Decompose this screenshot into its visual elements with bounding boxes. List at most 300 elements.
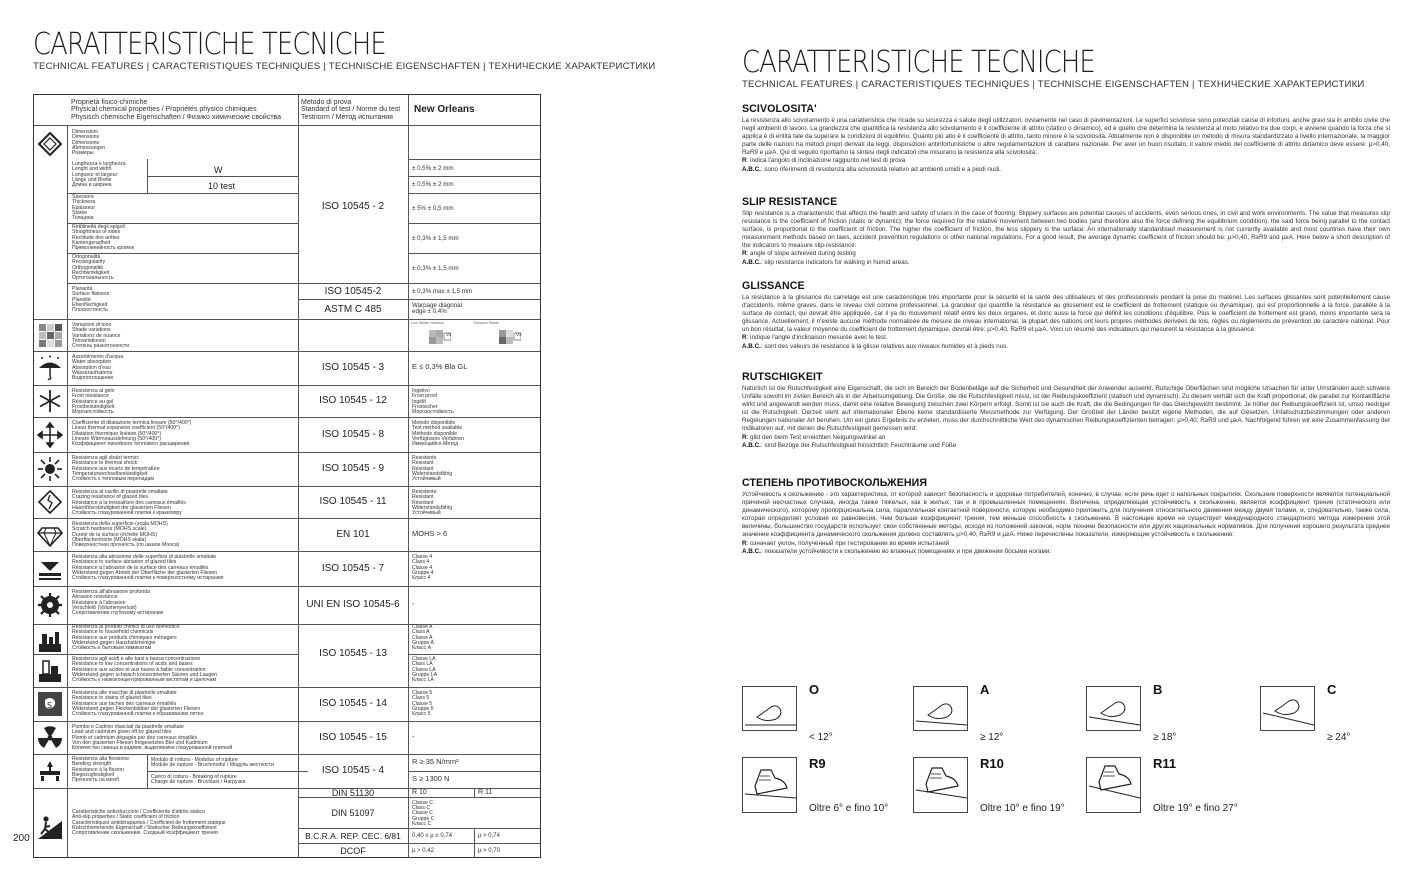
dims-lw-1: Lenght and width	[72, 166, 112, 173]
dims-lw-3: Länge und Breite	[72, 176, 112, 183]
dims-lw-4: Длина и ширина	[72, 182, 112, 189]
row-a-label-7-3: Verschleiß (Volumenverlust)	[72, 604, 137, 611]
r-class-angle-1: Oltre 10° e fino 19°	[980, 803, 1065, 814]
row-a-label-5-2: Dureté de la surface (échelle MOHS)	[72, 531, 158, 538]
slip-class-box-O	[742, 686, 797, 731]
dims-label-4: Размеры	[72, 150, 94, 157]
dims-thick-3: Stärke	[72, 209, 87, 216]
shade-variation-icon	[37, 322, 63, 348]
row-a-method-0: ISO 10545 - 3	[321, 362, 385, 373]
section-4	[742, 477, 1390, 556]
row-a-label-3-2: Résistance aux écarts de température	[72, 465, 160, 472]
row-divider-dims	[34, 319, 540, 320]
r-class-angle-0: Oltre 6° e fino 10°	[809, 803, 889, 814]
section-2	[742, 280, 1390, 351]
slip-class-angle-0: < 12°	[809, 732, 833, 743]
row-b-divider-0	[34, 721, 540, 722]
dims-edges-0: Rettilineità degli spigoli	[72, 224, 125, 230]
section-note-key-2-0: R	[742, 334, 747, 342]
row-b-label-0-2: Résistance aux taches des carreaux émaillés	[72, 700, 177, 707]
friction-method-2: DIN 51097	[331, 808, 375, 818]
row-a-label-7-2: Résistance à l'abrasion	[72, 599, 126, 606]
row-a-label-4-1: Crazing resistance of glazed tiles	[72, 494, 149, 501]
friction-div-2	[298, 828, 540, 829]
row-a-label-5-4: Поверхностная прочность (по шкале Мооса)	[72, 542, 180, 549]
row-a-label-7-0: Resistenza all'abrasione profonda	[72, 589, 150, 595]
r-class-letter-0: R9	[809, 756, 826, 771]
chem-v2-2: Classe LA	[412, 666, 436, 673]
bending-strength-icon	[37, 757, 63, 783]
slip-class-letter-2: B	[1153, 682, 1163, 697]
row-a-value-6-3: Gruppe 4	[412, 569, 434, 576]
shade-0: Variazioni di tono	[72, 322, 112, 328]
row-a-value-6-2: Classe 4	[412, 564, 433, 571]
water-icon	[37, 355, 63, 381]
row-a-value-7-0: -	[412, 599, 415, 608]
row-a-label-0-2: Absorption d'eau	[72, 364, 111, 371]
friction-vdiv-4	[474, 843, 475, 858]
section-0	[742, 103, 1390, 174]
col-divider-icon	[67, 126, 68, 858]
row-b-value-0-3: Gruppe 5	[412, 705, 434, 712]
dims-thick-4: Толщина	[72, 215, 94, 222]
dims-label-2: Dimensions	[72, 139, 100, 146]
dims-edges-2: Rectitude des arêtes	[72, 234, 120, 241]
section-note-2-0	[742, 334, 1390, 342]
dims-val-divider-1	[408, 176, 540, 177]
expand-icon	[37, 422, 63, 448]
chem-label-2	[72, 657, 217, 683]
friction-div-3	[298, 843, 540, 844]
chem-val-1	[412, 625, 434, 651]
flat-method-2: ASTM C 485	[324, 304, 382, 315]
friction-val-1a: R 10	[412, 789, 427, 796]
bend-sub-2	[151, 775, 245, 786]
row-a-method-6: ISO 10545 - 7	[321, 562, 385, 574]
slip-class-letter-1: A	[980, 682, 990, 697]
row-a-value-7	[412, 601, 415, 607]
row-a-label-4	[72, 490, 186, 516]
row-a-value-2-2: Méthode disponible	[412, 430, 457, 437]
section-note-text-3-1: : sind Bezüge der Rutschfestigkeit hinsichtlich Feuchträume und Füße	[760, 441, 957, 449]
abrasion-icon	[37, 556, 63, 582]
dims-lw-mid	[147, 176, 298, 177]
row-b-label-0-0: Resistenza alle macchie di piastrelle smaltate	[72, 690, 177, 696]
dims-ortho-2: Orthogonalité	[72, 264, 104, 271]
row-a-method-7: UNI EN ISO 10545-6	[306, 599, 400, 610]
row-a-value-4-1: Resistant	[412, 494, 434, 501]
row-b-value-1-0: -	[412, 731, 415, 741]
row-b-method-0: ISO 10545 - 14	[319, 698, 387, 709]
bend-sub1-1: Module de rupture - Bruchmodul / Модуль жесткости	[151, 762, 274, 769]
row-a-value-0-0: E ≤ 0,3% Bla GL	[412, 362, 468, 371]
friction-3: Rutschhemmende Eigenschaft / Statischer Reibungskoeffizient	[72, 824, 217, 831]
section-note-key-2-1: A.B.C.	[742, 342, 761, 350]
row-a-value-1-2: Ingélif	[412, 398, 426, 405]
slip-class-box-C	[1260, 686, 1315, 731]
friction-method-1: DIN 51130	[331, 788, 375, 798]
section-heading-0: SCIVOLOSITA'	[742, 103, 817, 115]
friction-val-4b: µ > 0,70	[478, 848, 500, 854]
bend-val-1: R ≥ 35 N/mm²	[412, 757, 459, 766]
bend-sub-mid	[147, 771, 308, 772]
section-heading-1: SLIP RESISTANCE	[742, 196, 838, 208]
row-a-label-5	[72, 522, 179, 548]
row-a-value-2	[412, 421, 464, 447]
household-chemicals-icon	[37, 628, 63, 654]
section-note-4-1	[742, 548, 1390, 556]
bend-sub2-1: Charge de rupture - Bruchlast / Нагрузка	[151, 779, 246, 786]
shade-v3: V3	[516, 332, 522, 337]
slip-class-angle-2: ≥ 18°	[1153, 732, 1177, 743]
row-a-value-1-0: Ingelivo	[412, 388, 430, 394]
flat-val-2a: Warpage diagonal	[412, 302, 462, 309]
row-a-value-3-2: Résistant	[412, 465, 434, 472]
flat-val-2b: edge ± 0,4%	[412, 308, 447, 316]
row-a-method-1: ISO 10545 - 12	[319, 395, 387, 406]
row-a-value-4-4: Устойчивый	[412, 510, 441, 517]
chem-v2-3: Gruppe LA	[412, 671, 438, 678]
bend-2: Résistance à la flexion	[72, 766, 124, 773]
chem-v1-1: Class A	[412, 629, 430, 636]
shade-label	[72, 323, 129, 349]
friction-method-4: DCOF	[340, 846, 366, 856]
slip-class-letter-3: C	[1327, 682, 1337, 697]
row-a-divider-2	[34, 452, 540, 453]
dims-ortho	[72, 255, 114, 281]
shock-icon	[37, 456, 63, 482]
row-a-value-0	[412, 364, 467, 370]
flat-method-1: ISO 10545-2	[324, 286, 382, 297]
friction-vdiv-3	[474, 828, 475, 843]
friction-val-2	[412, 801, 435, 827]
row-a-value-3-0: Resistente	[412, 455, 437, 461]
row-a-value-3-3: Widerstandsfähig	[412, 470, 453, 477]
dims-method: ISO 10545 - 2	[321, 201, 385, 212]
section-body-3: Natürlich ist die Rutschfestigkeit eine Eigenschaft, die sich im Bereich der Bodenbeläge auf die Sicherheit und Gesundheit der Anwender auswirkt. Rutschige Oberflächen sind mögliche Ursachen für unter Umständen auch schwere Unfälle sowohl im zivilen Bereich als in der Arbeitsumgebung. Die Größe, die die Rutschfestigkeit misst, ist der Reibungskoeffizient (statisch und dynamisch). Zu diesem verhält sich die Kraft proportional, die parallel zur Kontaktfläche wirkt und angewandt werden muss, damit eine relative Bewegung zwischen zwei Körpern erfolgt. Somit ist sie auch die Kraft, die die Bedingungen für das Gleichgewicht bestimmt. Je höher der Reibungskoeffizient ist, umso niedriger ist die Rutschigkeit. Derzeit steht auf internationaler Ebene keine standardisierte Messmethode zur Verfügung. Der Großteil der Länder besitzt eigene Methoden, die auf Gesetzen, Unfallschutzbestimmungen oder anderen Regelungen nationaler Art beruhen. Um ein gutes Ergebnis zu erzielen, muss der durchschnittliche Wert des dynamischen Reibungskoeffizienten betragen: µ>0,40, R≥R9 und µ≥A. Nachfolgend führen wir eine Zusammenfassung der Indikatoren auf, mit denen die Rutschfestigkeit gemessen wird:	[742, 385, 1390, 433]
row-a-value-5-0: MOHS > 6	[412, 528, 448, 538]
chem-v2-0: Classe LA	[412, 656, 436, 662]
dims-edges	[72, 225, 134, 251]
right-page-title: CARATTERISTICHE TECNICHE	[742, 45, 1095, 80]
dims-label-0: Dimensioni	[72, 129, 98, 135]
row-a-label-3-1: Resistance to thermal shock	[72, 460, 138, 467]
section-note-key-0-0: R	[742, 157, 747, 165]
dims-val-2: ± 0,5% ± 2 mm	[412, 181, 454, 188]
row-divider-shade	[34, 351, 540, 352]
section-heading-3: RUTSCHIGKEIT	[742, 371, 823, 383]
svg-text:S: S	[47, 701, 53, 710]
bend-3: Biegezugfestigkeit	[72, 771, 115, 778]
stain-icon	[37, 691, 63, 717]
row-a-divider-5	[34, 551, 540, 552]
dims-ortho-0: Ortogonalità	[72, 254, 101, 260]
friction-val-3b: µ > 0,74	[478, 833, 500, 839]
header-method-it: Metodo di prova	[301, 99, 352, 106]
header-props-en: Physical chemical properties / Propriétés physico chimiques	[71, 106, 257, 114]
row-a-divider-0	[34, 385, 540, 386]
row-a-label-5-0: Resistenza della superficie (scala MOHS)	[72, 521, 168, 527]
row-a-label-4-4: Стойкость глазурованной плитки к кракелюру	[72, 510, 182, 517]
row-a-value-5	[412, 528, 448, 538]
row-a-value-2-4: Имеющийся Метод	[412, 441, 459, 448]
row-a-value-2-0: Metodo disponibile	[412, 420, 456, 426]
chem1-3: Widerstand gegen Haushaltsreiniger	[72, 639, 156, 646]
bend-1: Bending strength	[72, 761, 112, 768]
row-a-label-7-4: Сопротивление глубокому истиранию	[72, 610, 164, 617]
slip-class-angle-1: ≥ 12°	[980, 732, 1004, 743]
shade-3: Tonvariationen	[72, 337, 106, 344]
deep-icon	[37, 592, 63, 618]
section-note-0-0	[742, 157, 1390, 165]
dims-flat-4: Плоскостность	[72, 307, 108, 314]
row-b-label-1-1: Lead and cadmium given off by glazed tiles	[72, 729, 172, 736]
chem-v2-1: Class LA	[412, 661, 433, 668]
row-b-method-1: ISO 10545 - 15	[319, 731, 387, 743]
section-note-1-0	[742, 250, 1390, 258]
dims-ortho-1: Rectangularity	[72, 259, 106, 266]
header-props	[71, 99, 281, 121]
section-1	[742, 196, 1390, 267]
row-a-label-3-4: Стойкость к тепловым перепадам	[72, 476, 154, 483]
dims-val-divider-3	[408, 223, 540, 224]
row-divider-bend	[34, 788, 540, 789]
dims-thick	[72, 195, 95, 221]
chem2-2: Résistance aux acides et aux bases à faible concentration	[72, 666, 206, 673]
r-class-box-R11	[1086, 757, 1141, 813]
dims-flat-0: Planarità	[72, 286, 93, 292]
section-note-1-1	[742, 259, 1390, 267]
section-note-text-1-0: : angle of slope achieved during testing	[746, 250, 856, 258]
row-a-label-6-2: Résistance à l'abrasion de la surface des carreaux émaillés	[72, 564, 209, 571]
row-a-value-1-3: Frostsicher	[412, 403, 438, 410]
row-a-label-5-1: Scratch hardness (MOHS scale)	[72, 526, 147, 533]
row-b-label-1-0: Piombo e Cadmio rilasciati da piastrelle smaltate	[72, 724, 184, 730]
friction-v2-0: Classe C	[412, 800, 434, 806]
bend-val-2: S ≥ 1300 N	[412, 774, 450, 783]
row-a-label-2-0: Coefficiente di dilatazione termica lineare (50°/400°)	[72, 420, 192, 426]
dims-val-5: ± 0,3% ± 1,5 mm	[412, 265, 459, 272]
shade-1: Shade variations	[72, 327, 111, 334]
r-class-box-R9	[742, 757, 797, 813]
section-note-key-1-0: R	[742, 250, 747, 258]
row-a-label-6	[72, 555, 223, 581]
flat-val-2	[412, 303, 462, 316]
section-note-key-3-1: A.B.C.	[742, 441, 761, 449]
section-heading-4: СТЕПЕНЬ ПРОТИВОСКОЛЬЖЕНИЯ	[742, 477, 928, 489]
row-a-value-1	[412, 389, 454, 415]
friction-0: Caratteristiche antisdrucciolo / Coefficiente d'attrito statico	[72, 809, 205, 815]
dims-lw-2: Longueur et largeur	[72, 171, 118, 178]
dims-test: 10 test	[208, 181, 236, 191]
row-b-value-0	[412, 691, 434, 717]
row-a-label-0-0: Assorbimento d'acqua	[72, 354, 124, 360]
row-b-divider-1	[34, 754, 540, 755]
dims-thick-1: Thickness	[72, 199, 96, 206]
dims-lw-label	[72, 162, 126, 188]
row-a-method-3: ISO 10545 - 9	[321, 463, 385, 474]
flat-divider	[298, 299, 540, 300]
dims-edges-3: Kantengeradheit	[72, 239, 111, 246]
slip-class-angle-3: ≥ 24°	[1327, 732, 1351, 743]
row-a-label-6-4: Стойкость глазурованной плитки к поверхностному истиранию	[72, 575, 224, 582]
section-note-key-4-0: R	[742, 539, 747, 547]
row-a-label-3	[72, 456, 160, 482]
section-note-text-1-1: : slip resistance indicators for walking in humid areas.	[760, 258, 910, 266]
friction-v2-3: Gruppe C	[412, 815, 435, 822]
chem1-2: Résistance aux produits chimiques ménagers	[72, 634, 177, 641]
section-note-2-1	[742, 343, 1390, 351]
friction-v2-1: Class C	[412, 805, 431, 812]
shade-v2: V2	[446, 332, 452, 337]
dims-lw-0: Lunghezza e larghezza	[72, 161, 126, 167]
chem2-3: Widerstand gegen schwach konzentrierten Säuren und Laugen	[72, 671, 218, 678]
row-a-value-6-1: Class 4	[412, 559, 430, 566]
row-b-label-0	[72, 691, 204, 717]
chem-v1-3: Gruppe A	[412, 639, 434, 646]
row-b-value-0-0: Classe 5	[412, 690, 433, 696]
bend-sub1-0: Modulo di rottura - Modulus of rupture	[151, 757, 238, 763]
row-a-label-2-3: Lineare Wärmeausdehnung (50°/400°)	[72, 435, 161, 442]
dims-val-divider-2	[408, 193, 540, 194]
dims-ortho-4: Ортогональность	[72, 275, 114, 282]
dims-thick-2: Epaisseur	[72, 204, 96, 211]
section-note-text-3-0: : gibt den beim Test erreichten Neigungswinkel an	[746, 433, 886, 441]
bend-4: Прочность на изгиб	[72, 777, 120, 784]
dims-w: W	[214, 165, 223, 175]
diamond-icon	[37, 522, 63, 548]
row-a-label-2-2: Dilatation thermique linéaire (50°/400°)	[72, 430, 162, 437]
friction-v2-4: Класс C	[412, 820, 432, 827]
row-b-label-1-2: Plomb et cadmium dégagés par des carreaux émaillés	[72, 734, 198, 741]
row-b-value-1	[412, 731, 415, 741]
header-divider	[34, 125, 540, 126]
row-a-label-1-3: Frostbeständigkeit	[72, 403, 115, 410]
row-a-label-1-2: Résistance au gel	[72, 398, 114, 405]
r-class-box-R10	[913, 757, 968, 813]
bend-method: ISO 10545 - 4	[321, 765, 385, 776]
row-a-label-5-3: Oberflächenhärte (MOHS skala)	[72, 536, 147, 543]
row-a-method-2: ISO 10545 - 8	[321, 428, 385, 440]
row-a-value-4	[412, 490, 452, 516]
chem-divider-b	[408, 654, 540, 655]
section-note-text-4-0: : означает уклон, полученный при тестировании во время испытаний	[746, 539, 950, 547]
friction-2: Caractéristiques antidérapantes / Coefficient de frottement statique	[72, 819, 226, 826]
r-class-letter-1: R10	[980, 756, 1004, 771]
row-b-label-1-4: Количество свинца и кадмия, выделяемое глазурованной плиткой	[72, 745, 233, 752]
friction-div-1	[298, 797, 540, 798]
dims-flat-3: Ebenflächigkeit	[72, 301, 108, 308]
dims-edges-1: Straightness of sides	[72, 229, 121, 236]
row-a-label-0-4: Водопоглощение	[72, 375, 114, 382]
section-note-text-2-1: : sont des valeurs de resistance à la glisse relatives aux niveaux humides et à pieds nus.	[760, 342, 1009, 350]
flat-val-1: ± 0,3% max ± 1,5 mm	[412, 288, 473, 295]
section-note-0-1	[742, 166, 1390, 174]
shade-small-2: Random Shade	[474, 321, 499, 325]
section-note-3-0	[742, 434, 1390, 442]
header-method-de: Testnorm / Метод испытания	[301, 113, 393, 121]
row-a-value-2-1: Test method available	[412, 425, 463, 432]
chem-divider-a	[34, 654, 298, 655]
row-b-label-0-4: Стойкость глазурованной плитки к образованию пятен	[72, 711, 204, 718]
header-method-en: Standard of test / Norme du test	[301, 106, 401, 114]
dims-flat-1: Surface flatness	[72, 291, 110, 298]
header-props-de: Physisch chemische Eigenschaften / Физико химические свойства	[71, 113, 282, 121]
row-a-label-6-3: Widerstand gegen Abrieb der Oberfläche der glasierten Fliesen	[72, 569, 218, 576]
row-b-value-0-1: Class 5	[412, 695, 430, 702]
section-note-text-0-1: : sono riferimenti di resistenza alla scivolosità relativo ad ambienti umidi e a piedi nudi.	[760, 165, 1002, 173]
dims-val-4: ± 0,3% ± 1,5 mm	[412, 235, 459, 242]
row-a-label-4-3: Haarrißbeständigkeit der glasierten Fliesen	[72, 504, 171, 511]
technical-table	[33, 94, 541, 858]
row-a-label-3-3: Temperaturwechselbeständigkeit	[72, 470, 148, 477]
section-3	[742, 371, 1390, 450]
left-page-subtitle: TECHNICAL FEATURES | CARACTERISTIQUES TECHNIQUES | TECHNISCHE EIGENSCHAFTEN | ТЕХНИЧЕСКИЕ ХАРАКТЕРИСТИКИ	[33, 61, 656, 72]
dims-thick-0: Spessore	[72, 194, 94, 200]
slipping-person-icon	[37, 815, 63, 841]
left-page-title: CARATTERISTICHE TECNICHE	[33, 27, 386, 62]
row-a-value-3	[412, 456, 452, 482]
row-a-method-4: ISO 10545 - 11	[319, 496, 387, 507]
bend-sub-1	[151, 758, 274, 769]
row-a-value-1-1: Frost proof	[412, 393, 438, 400]
chem1-0: Resistenza ai prodotti chimici di uso domestico	[72, 624, 180, 630]
row-a-label-1-4: Морозостойкость	[72, 409, 114, 416]
row-a-value-1-4: Морозостойкость	[412, 409, 454, 416]
row-a-value-3-1: Resistant	[412, 460, 434, 467]
r-class-angle-2: Oltre 19° e fino 27°	[1153, 803, 1238, 814]
row-a-value-4-0: Resistente	[412, 489, 437, 495]
section-note-key-0-1: A.B.C.	[742, 165, 761, 173]
dims-flat	[72, 287, 109, 313]
row-divider-chem	[34, 687, 540, 688]
chem-v1-2: Classe A	[412, 634, 433, 641]
craze-icon	[37, 489, 63, 515]
chem1-1: Resistance to household chemicals	[72, 629, 154, 636]
section-note-key-4-1: A.B.C.	[742, 547, 761, 555]
row-a-value-2-3: Verfügbares Verfahren	[412, 435, 464, 442]
friction-val-1b: R 11	[478, 789, 493, 796]
section-body-2: La résistance à la glissance du carrelage est une caractéristique très importante pour la sécurité et la santé des utilisateurs et des professionnels pendant la pose du matériel. Les surfaces glissantes sont potentiellement cause d'accidents, même graves, dans le niveau civil comme professionnel. La grandeur qui quantifie la résistance au glissement est le coefficient de frottement (statique ou dynamique), qui est proportionnelle à la force, parallèle à la surface de contact, qui devrait être appliquée, car il ya du mouvement relatif entre les deux organes, et donc aussi la force qui définit les conditions d'équilibre. Plus le coefficient de frottement est grand, moins importante sera la glissance. Actuellement, il n'existe aucune méthode normalisée de mesure de niveau international, la plupart des nations ont leurs propres méthodes dérivées de lois, règles ou règlements de prévention de caractère national. Pour un bon résultat, la valeur moyenne du coefficient de frottement dynamique, devrait être: µ>0,40, R≥R9 et µ≥A. Voici un résumé des indicateurs qui mesurent la résistance à la glissance:	[742, 294, 1390, 334]
row-a-label-7	[72, 590, 163, 616]
row-a-label-1-0: Resistenza al gelo	[72, 388, 115, 394]
row-a-label-0-3: Wasseraufnahme	[72, 369, 113, 376]
dimensions-icon	[37, 131, 63, 157]
slip-class-box-A	[913, 686, 968, 731]
row-a-value-3-4: Устойчивый	[412, 476, 441, 483]
friction-1: Anti-slip properties / Static coefficient of friction	[72, 814, 180, 821]
row-a-divider-6	[34, 586, 540, 587]
header-props-it: Proprietà fisico-chimiche	[71, 99, 148, 106]
section-note-key-1-1: A.B.C.	[742, 258, 761, 266]
chem-label-1	[72, 625, 180, 651]
friction-v2-2: Classe C	[412, 810, 434, 817]
shade-small-1: Low Shade Variation	[411, 321, 444, 325]
dims-ortho-3: Rechtwinkligkeit	[72, 269, 110, 276]
header-product: New Orleans	[414, 104, 475, 115]
friction-vdiv-1	[474, 788, 475, 797]
dims-val-divider-4	[408, 253, 540, 254]
slip-class-letter-0: O	[809, 682, 820, 697]
section-note-text-2-0: : indique l'angle d'inclinaison mesurée avec le test.	[746, 334, 888, 342]
row-a-label-0-1: Water absorption	[72, 359, 112, 366]
chem-method: ISO 10545 - 13	[319, 648, 387, 659]
row-a-divider-1	[34, 417, 540, 418]
dims-label-3: Abmessungen	[72, 144, 106, 151]
chem-val-2	[412, 657, 437, 683]
right-page-subtitle: TECHNICAL FEATURES | CARACTERISTIQUES TECHNIQUES | TECHNISCHE EIGENSCHAFTEN | ТЕХНИЧЕСКИЕ ХАРАКТЕРИСТИКИ	[742, 79, 1365, 90]
row-a-label-2-4: Коэффициент линейного теплового расширения	[72, 441, 190, 448]
